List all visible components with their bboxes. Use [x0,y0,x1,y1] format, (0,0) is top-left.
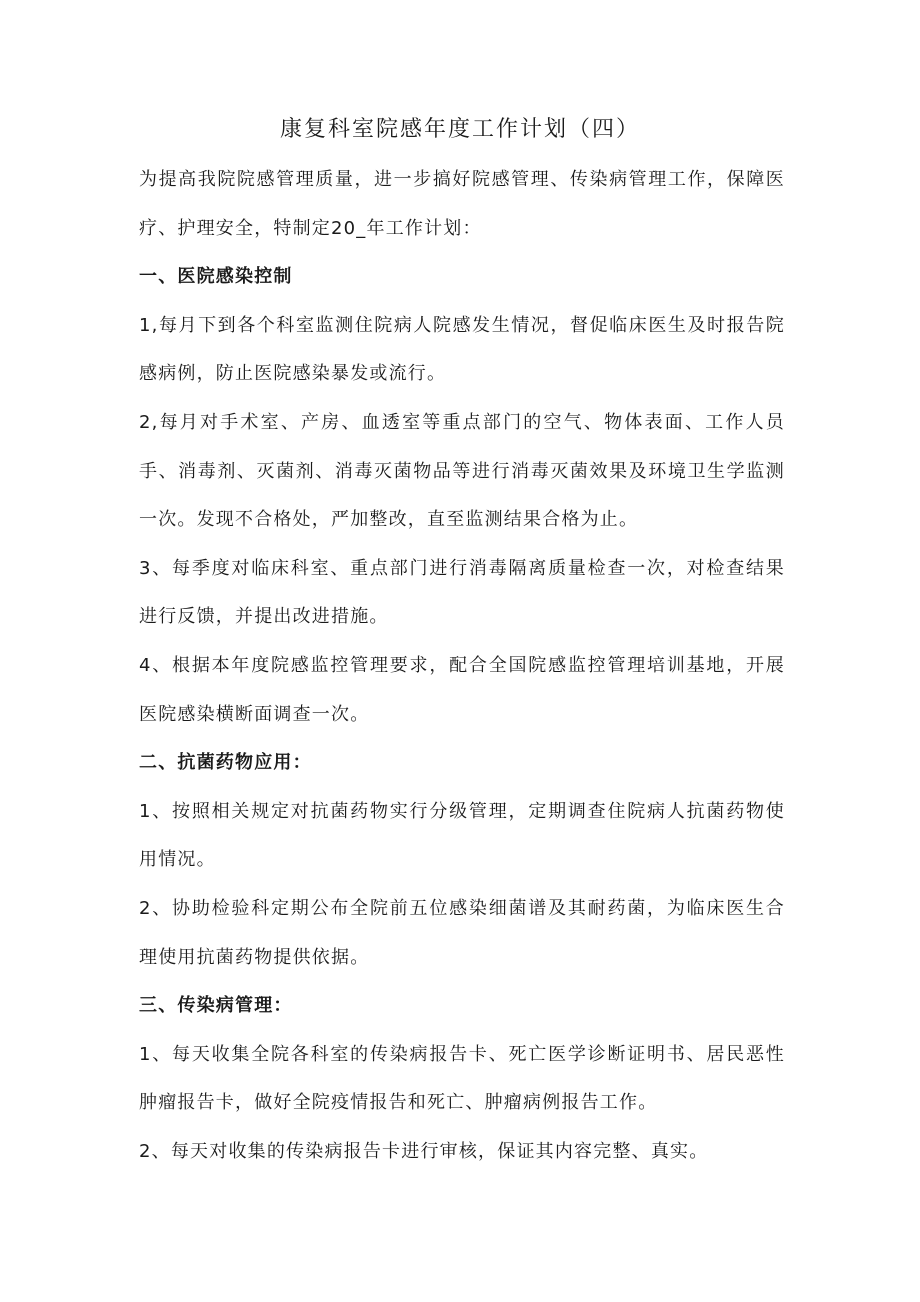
intro-paragraph: 为提高我院院感管理质量，进一步搞好院感管理、传染病管理工作，保障医疗、护理安全，特制定20_年工作计划： [139,169,785,239]
section-infectious-disease [139,982,785,1176]
document-title: 康复科室院感年度工作计划（四） [279,117,640,142]
list-item: 1,每月下到各个科室监测住院病人院感发生情况，督促临床医生及时报告院感病例，防止医院感染暴发或流行。 [139,314,785,385]
list-item: 3、每季度对临床科室、重点部门进行消毒隔离质量检查一次，对检查结果进行反馈，并提出改进措施。 [139,557,785,628]
section-infection-control [139,253,785,739]
list-item: 2,每月对手术室、产房、血透室等重点部门的空气、物体表面、工作人员手、消毒剂、灭菌剂、消毒灭菌物品等进行消毒灭菌效果及环境卫生学监测一次。发现不合格处，严加整改，直至监测结果合格为止。 [139,411,785,531]
list-item: 4、根据本年度院感监控管理要求，配合全国院感监控管理培训基地，开展医院感染横断面调查一次。 [139,654,785,725]
list-item: 2、每天对收集的传染病报告卡进行审核，保证其内容完整、真实。 [139,1140,709,1162]
list-item: 2、协助检验科定期公布全院前五位感染细菌谱及其耐药菌，为临床医生合理使用抗菌药物提供依据。 [139,897,785,968]
document-body [139,156,785,1176]
list-item: 1、按照相关规定对抗菌药物实行分级管理，定期调查住院病人抗菌药物使用情况。 [139,800,785,871]
section-antibiotics [139,739,785,982]
section-heading: 二、抗菌药物应用： [139,752,312,774]
section-heading: 三、传染病管理： [139,995,293,1017]
section-heading: 一、医院感染控制 [139,266,293,288]
list-item: 1、每天收集全院各科室的传染病报告卡、死亡医学诊断证明书、居民恶性肿瘤报告卡，做好全院疫情报告和死亡、肿瘤病例报告工作。 [139,1043,785,1114]
